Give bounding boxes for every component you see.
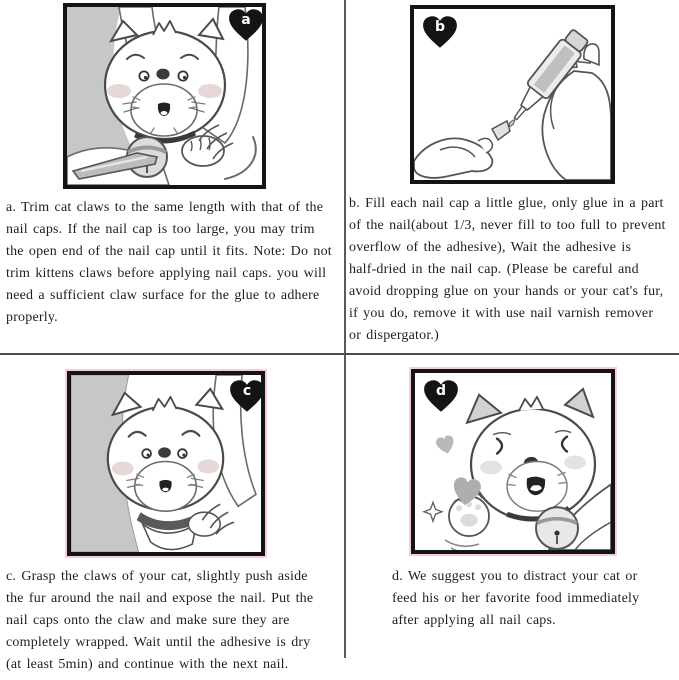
text-line: a. Trim cat claws to the same length with that of the (6, 200, 324, 215)
text-line: avoid dropping glue on your hands or your cat's fur, (349, 284, 664, 299)
heart-badge-a (228, 8, 264, 42)
text-line: trim kittens claws before applying nail caps. you will (6, 266, 327, 281)
text-line: (at least 5min) and continue with the next nail. (6, 657, 289, 672)
text-line: c. Grasp the claws of your cat, slightly push aside (6, 569, 308, 584)
text-line: the fur around the nail and expose the nail. Put the (6, 591, 314, 606)
text-line: nail caps onto the claw and make sure they are (6, 613, 290, 628)
heart-badge-c (229, 379, 265, 413)
heart-badge-d (423, 379, 459, 413)
text-line: overflow of the adhesive), Wait the adhesive is (349, 240, 632, 255)
badge-letter: b (434, 19, 446, 35)
text-line: b. Fill each nail cap a little glue, only glue in a part (349, 196, 664, 211)
badge-letter: a (241, 12, 251, 28)
text-line: the open end of the nail cap until it fits. Note: Do not (6, 244, 332, 259)
text-line: if you do, remove it with use nail varnish remover (349, 306, 654, 321)
text-line: completely wrapped. Wait until the adhesive is dry (6, 635, 311, 650)
heart-badge-b (422, 15, 458, 49)
text-line: feed his or her favorite food immediately (392, 591, 640, 606)
vertical-divider (344, 0, 346, 658)
text-line: need a sufficient claw surface for the glue to adhere (6, 288, 320, 303)
text-line: of the nail(about 1/3, never fill to too full to prevent (349, 218, 666, 233)
text-line: properly. (6, 310, 58, 325)
horizontal-divider (0, 353, 679, 355)
text-line: or dispergator.) (349, 328, 439, 343)
instruction-text-b (349, 193, 679, 347)
text-line: nail caps. If the nail cap is too large, you may trim (6, 222, 315, 237)
text-line: after applying all nail caps. (392, 613, 556, 628)
badge-letter: d (435, 383, 447, 399)
instruction-text-a (6, 197, 341, 329)
text-line: d. We suggest you to distract your cat or (392, 569, 638, 584)
instruction-text-d (392, 566, 677, 632)
text-line: half-dried in the nail cap. (Please be careful and (349, 262, 639, 277)
badge-letter: c (242, 383, 252, 399)
instruction-text-c (6, 566, 341, 676)
